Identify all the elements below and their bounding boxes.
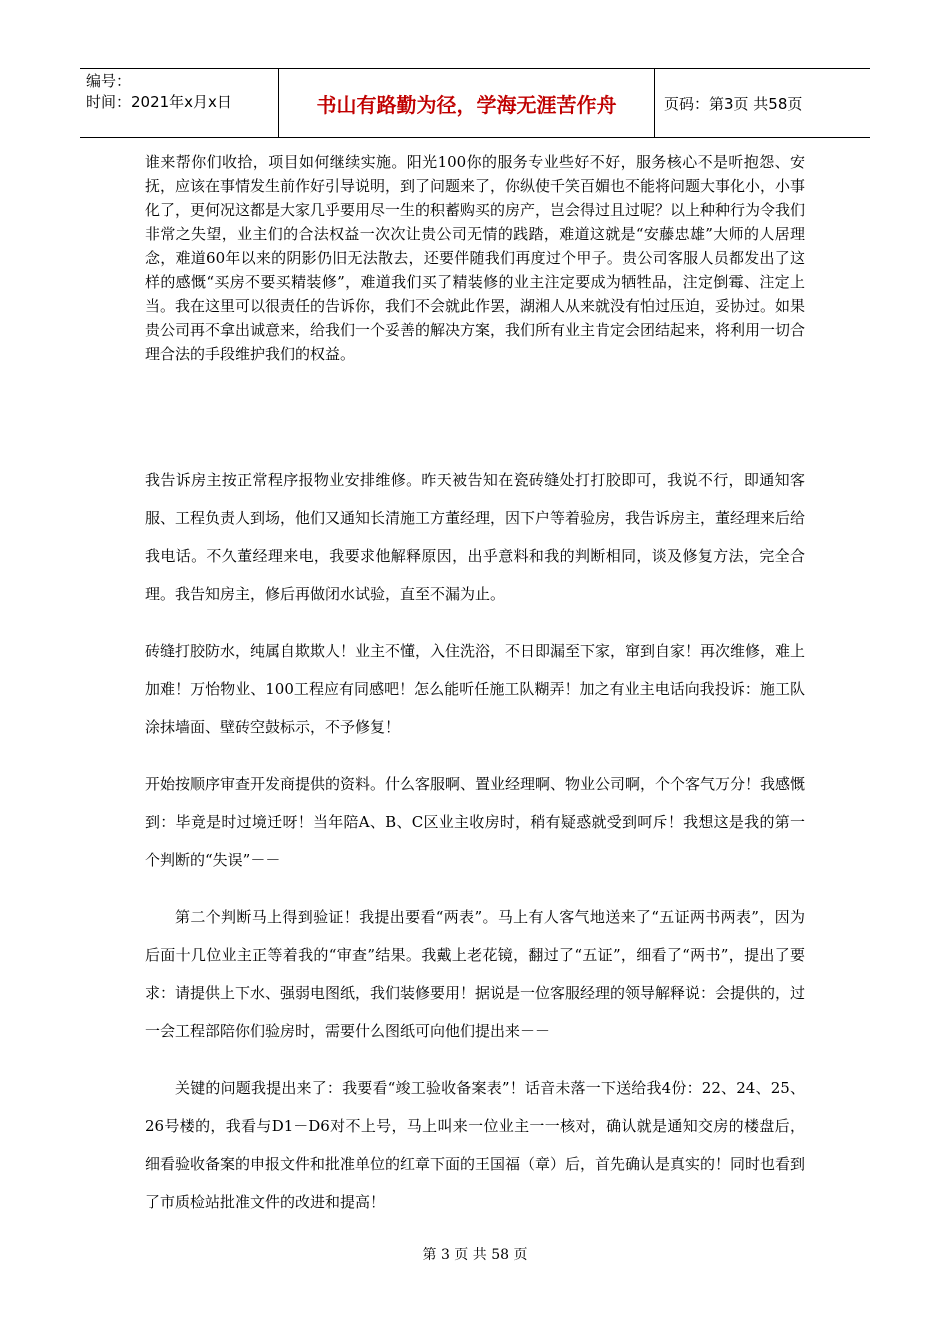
document-code-label: 编号：: [86, 72, 132, 90]
paragraph-1: 谁来帮你们收拾，项目如何继续实施。阳光100你的服务专业些好不好，服务核心不是听抱怨、安抚，应该在事情发生前作好引导说明，到了问题来了，你纵使千笑百媚也不能将问题大事化小，小事化了，更何况这都是大家几乎要用尽一生的积蓄购买的房产，岂会得过且过呢？以上种种行为令我们非常之失望，业主们的合法权益一次次让贵公司无情的践踏，难道这就是“安藤忠雄”大师的人居理念，难道60年以来的阴影仍旧无法散去，还要伴随我们再度过个甲子。贵公司客服人员都发出了这样的感慨“买房不要买精装修”，难道我们买了精装修的业主注定要成为牺牲品，注定倒霉、注定上当。我在这里可以很责任的告诉你，我们不会就此作罢，湖湘人从来就没有怕过压迫，妥协过。如果贵公司再不拿出诚意来，给我们一个妥善的解决方案，我们所有业主肯定会团结起来，将利用一切合理合法的手段维护我们的权益。: [145, 153, 806, 363]
page-footer: 第 3 页 共 58 页: [422, 1247, 528, 1263]
document-date: 时间：2021年x月x日: [86, 93, 232, 111]
document-body: [145, 150, 805, 1221]
paragraph-6: 关键的问题我提出来了：我要看“竣工验收备案表”！话音未落一下送给我4份：22、24、25、26号楼的，我看与D1－D6对不上号，马上叫来一位业主一一核对，确认就是通知交房的楼盘后，细看验收备案的申报文件和批准单位的红章下面的王国福（章）后，首先确认是真实的！同时也看到了市质检站批准文件的改进和提高！: [145, 1079, 806, 1211]
paragraph-3: 砖缝打胶防水，纯属自欺欺人！业主不懂，入住洗浴，不日即漏至下家，窜到自家！再次维修，难上加难！万怡物业、100工程应有同感吧！怎么能听任施工队糊弄！加之有业主电话向我投诉：施工队涂抹墙面、壁砖空鼓标示，不予修复！: [145, 642, 806, 736]
page-header: [80, 68, 870, 138]
paragraph-5: 第二个判断马上得到验证！我提出要看“两表”。马上有人客气地送来了“五证两书两表”，因为后面十几位业主正等着我的“审查”结果。我戴上老花镜，翻过了“五证”，细看了“两书”，提出了要求：请提供上下水、强弱电图纸，我们装修要用！据说是一位客服经理的领导解释说：会提供的，过一会工程部陪你们验房时，需要什么图纸可向他们提出来－－: [145, 908, 806, 1040]
paragraph-2: 我告诉房主按正常程序报物业安排维修。昨天被告知在瓷砖缝处打打胶即可，我说不行，即通知客服、工程负责人到场，他们又通知长清施工方董经理，因下户等着验房，我告诉房主，董经理来后给我电话。不久董经理来电，我要求他解释原因，出乎意料和我的判断相同，谈及修复方法，完全合理。我告知房主，修后再做闭水试验，直至不漏为止。: [145, 471, 806, 603]
paragraph-4: 开始按顺序审查开发商提供的资料。什么客服啊、置业经理啊、物业公司啊，个个客气万分！我感慨到：毕竟是时过境迁呀！当年陪A、B、C区业主收房时，稍有疑惑就受到呵斥！我想这是我的第一个判断的“失误”－－: [145, 775, 806, 869]
header-page-number: 页码：第3页 共58页: [664, 94, 803, 113]
header-meta: [86, 71, 276, 113]
header-divider: [654, 69, 655, 137]
header-motto: 书山有路勤为径，学海无涯苦作舟: [316, 92, 617, 117]
